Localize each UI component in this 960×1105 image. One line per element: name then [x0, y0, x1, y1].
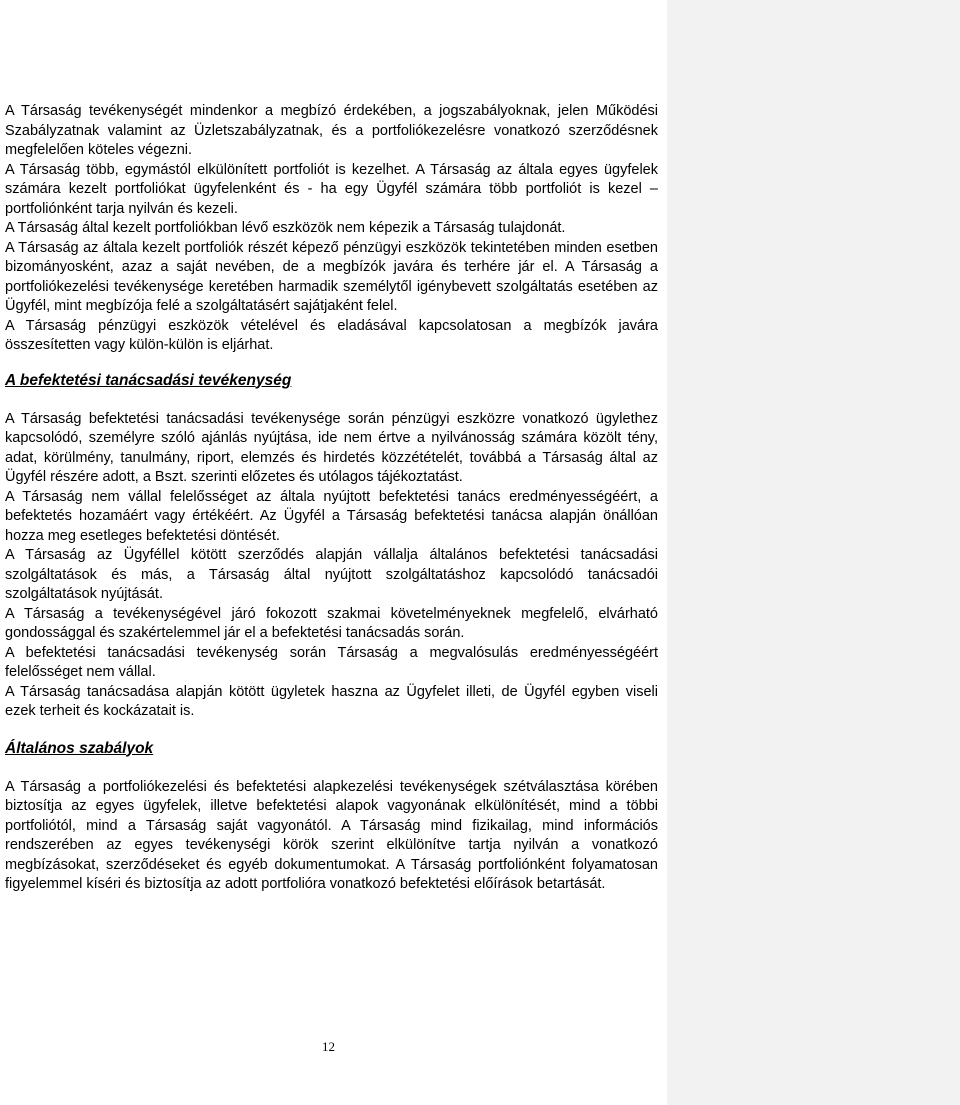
paragraph: A Társaság a tevékenységével járó fokozott szakmai követelményeknek megfelelő, elvárható gondossággal és szakértelemmel jár el a befektetési tanácsadás során. [5, 605, 658, 641]
paragraph: A Társaság befektetési tanácsadási tevékenysége során pénzügyi eszközre vonatkozó ügylethez kapcsolódó, személyre szóló ajánlás nyújtása, ide nem értve a nyilvánosság számára közölt tény, adat, körülmény, tanulmány, riport, elemzés és hirdetés közzétételét, továbbá a Társaság által az Ügyfél részére adott, a Bszt. szerinti előzetes és utólagos tájékoztatást. [5, 410, 658, 485]
paragraph: A Társaság nem vállal felelősséget az általa nyújtott befektetési tanács eredményességéért, a befektetés hozamáért vagy értékéért. Az Ügyfél a Társaság befektetési tanácsa alapján önállóan hozza meg esetleges befektetési döntését. [5, 488, 658, 544]
intro-block [5, 102, 658, 356]
paragraph: A Társaság tevékenységét mindenkor a megbízó érdekében, a jogszabályoknak, jelen Működési Szabályzatnak valamint az Üzletszabályzatnak, és a portfoliókezelésre vonatkozó szerződésnek megfelelően köteles végezni. [5, 103, 658, 158]
paragraph: A Társaság által kezelt portfoliókban lévő eszközök nem képezik a Társaság tulajdonát. [5, 220, 566, 236]
paragraph: A Társaság pénzügyi eszközök vételével és eladásával kapcsolatosan a megbízók javára összesítetten vagy külön-külön is eljárhat. [5, 317, 658, 353]
document-body [5, 102, 658, 895]
paragraph: A Társaság több, egymástól elkülönített portfoliót is kezelhet. A Társaság az általa egyes ügyfelek számára kezelt portfoliókat ügyfelenként és - ha egy Ügyfél számára több portfoliót is kezel – portfoliónként tarja nyilván és kezeli. [5, 161, 658, 217]
section-body [5, 778, 658, 895]
paragraph: A befektetési tanácsadási tevékenység során Társaság a megvalósulás eredményességéért felelősséget nem vállal. [5, 644, 658, 680]
section-body [5, 410, 658, 722]
paragraph: A Társaság az Ügyféllel kötött szerződés alapján vállalja általános befektetési tanácsadási szolgáltatások és más, a Társaság által nyújtott szolgáltatáshoz kapcsolódó tanácsadói szolgáltatások nyújtását. [5, 547, 658, 602]
paragraph: A Társaság a portfoliókezelési és befektetési alapkezelési tevékenységek szétválasztása körében biztosítja az egyes ügyfelek, illetve befektetési alapok vagyonának elkülönítését, mind a többi portfoliótól, mind a Társaság saját vagyonától. A Társaság mind fizikailag, mind információs rendszerében az egyes tevékenységi körök szerint elkülönítve tartja nyilván a vonatkozó megbízásokat, szerződéseket és egyéb dokumentumokat. A Társaság portfoliónként folyamatosan figyelemmel kíséri és biztosítja az adott portfolióra vonatkozó befektetési előírások betartását. [5, 778, 658, 892]
page-number: 12 [322, 1039, 335, 1054]
section-heading: A befektetési tanácsadási tevékenység [5, 371, 292, 389]
comment-margin [667, 0, 960, 1105]
paragraph: A Társaság tanácsadása alapján kötött ügyletek haszna az Ügyfelet illeti, de Ügyfél egyben viseli ezek terheit és kockázatait is. [5, 683, 658, 719]
paragraph: A Társaság az általa kezelt portfoliók részét képező pénzügyi eszközök tekintetében minden esetben bizományosként, azaz a saját nevében, de a megbízók javára és terhére jár el. A Társaság a portfoliókezelési tevékenysége keretében harmadik személytől igénybevett szolgáltatás esetében az Ügyfél, mint megbízója felé a szolgáltatásért sajátjaként felel. [5, 239, 658, 314]
section-heading: Általános szabályok [5, 739, 154, 757]
